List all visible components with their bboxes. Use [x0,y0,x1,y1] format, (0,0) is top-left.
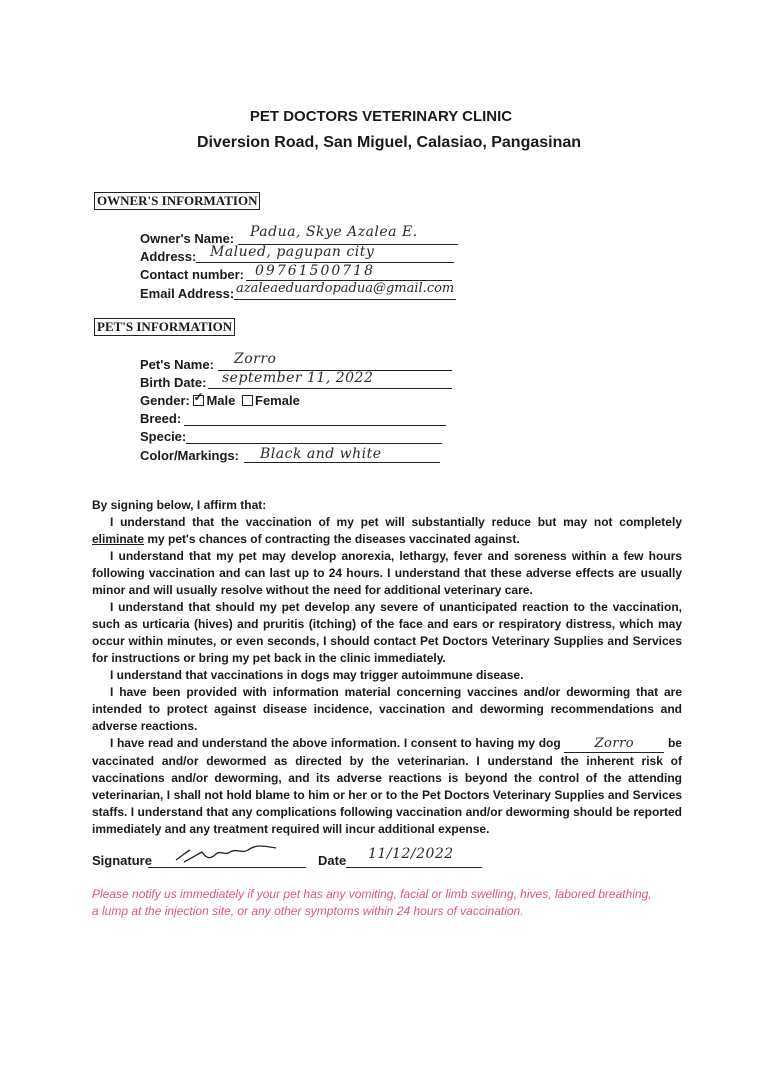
consent-p5: I have been provided with information material concerning vaccines and/or deworming that are intended to protect against disease incidence, vaccination and deworming recommendations and adverse reactions. [92,685,682,733]
gender-male-checkbox[interactable] [193,395,204,406]
owner-section-title: OWNER'S INFORMATION [94,192,260,210]
gender-female-label: Female [255,393,300,408]
contact-number-label: Contact number: [140,267,244,282]
consent-p1: I understand that the vaccination of my pet will substantially reduce but may not completely eliminate my pet's chances of contracting the diseases vaccinated against. [92,515,682,546]
date-label: Date [318,853,347,868]
notice-text: Please notify us immediately if your pet has any vomiting, facial or limb swelling, hives, labored breathing, a lump at the injection site, or any other symptoms within 24 hours of vaccination. [92,887,652,918]
owner-address-label: Address: [140,249,197,264]
birth-date-line [208,387,452,389]
breed-line[interactable] [184,424,446,426]
date-value[interactable]: 11/12/2022 [368,846,454,862]
gender-male-label: Male [206,393,236,408]
breed-label: Breed: [140,411,182,426]
specie-label: Specie: [140,429,187,444]
birth-date-label: Birth Date: [140,375,207,390]
birth-date-value[interactable]: september 11, 2022 [222,370,374,386]
consent-p4: I understand that vaccinations in dogs may trigger autoimmune disease. [110,668,524,682]
color-markings-label: Color/Markings: [140,448,239,463]
consent-p3: I understand that should my pet develop any severe of unanticipated reaction to the vaccination, such as urticaria (hives) and pruritis (itching) of the face and ears or respiratory distress, which may occur within minutes, or even seconds, I should contact Pet Doctors Veterinary Supplies and Services for instructions or bring my pet back in the clinic immediately. [92,600,682,665]
date-line [346,866,482,868]
clinic-name: PET DOCTORS VETERINARY CLINIC [249,108,513,125]
signature-label: Signature [92,853,152,868]
consent-dog-name[interactable]: Zorro [594,736,635,751]
clinic-address: Diversion Road, San Miguel, Calasiao, Pangasinan [196,134,582,151]
consent-p6: I have read and understand the above information. I consent to having my dog Zorro be vaccinated and/or dewormed as directed by the veterinarian. I understand the inherent risk of vaccinations and/or deworming, and its adverse reactions is beyond the control of the attending veterinarian, I shall not hold blame to him or her or to the Pet Doctors Veterinary Supplies and Services staffs. I understand that any complications following vaccination and/or deworming should be reported immediately and any treatment required will incur additional expense. [92,736,682,836]
owner-name-label: Owner's Name: [140,231,235,246]
color-markings-value[interactable]: Black and white [260,446,382,462]
owner-name-value[interactable]: Padua, Skye Azalea E. [250,224,418,240]
pet-section-title: PET'S INFORMATION [94,318,235,336]
consent-intro: By signing below, I affirm that: [92,498,267,512]
specie-line[interactable] [186,442,442,444]
consent-p2: I understand that my pet may develop anorexia, lethargy, fever and soreness within a few hours following vaccination and can last up to 24 hours. I understand that these adverse effects are usually minor and will usually resolve without the need for additional veterinary care. [92,549,682,597]
contact-number-value[interactable]: 09761500718 [255,263,375,279]
gender-row [140,393,300,408]
email-value[interactable]: azaleaeduardopadua@gmail.com [236,281,455,296]
email-line [234,298,456,300]
consent-text [92,497,682,838]
gender-female-checkbox[interactable] [242,395,253,406]
pet-name-label: Pet's Name: [140,357,214,372]
email-label: Email Address: [140,286,235,301]
gender-label: Gender: [140,393,190,408]
signature-mark[interactable] [172,838,282,870]
owner-address-value[interactable]: Malued, pagupan city [210,244,375,260]
eliminate-word: eliminate [92,532,145,546]
pet-name-value[interactable]: Zorro [234,351,277,367]
